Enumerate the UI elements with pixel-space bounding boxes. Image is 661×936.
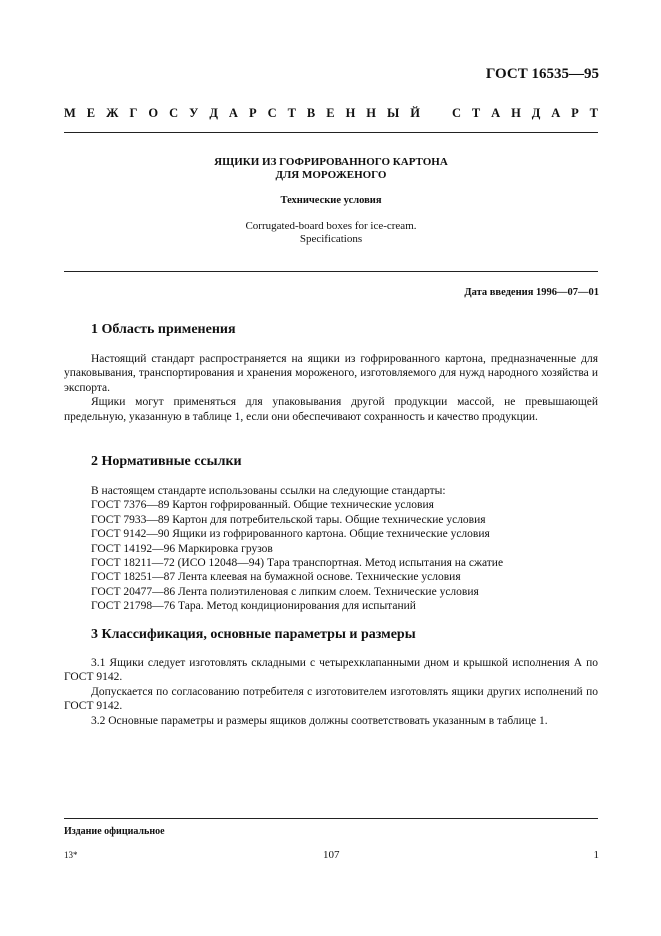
section-1-paragraph-2: Ящики могут применяться для упаковывания другой продукции массой, не превышающей предельную, указанную в таблице 1, если они обеспечивают сохранность и качество продукции. xyxy=(64,396,598,423)
banner-letter: Н xyxy=(366,106,377,120)
banner-letter: Т xyxy=(589,106,598,120)
banner-letter: У xyxy=(189,106,199,120)
banner-letter: Ы xyxy=(387,106,400,120)
banner-letter: Ж xyxy=(106,106,119,120)
section-3-paragraph-3: 3.2 Основные параметры и размеры ящиков должны соответствовать указанным в таблице 1. xyxy=(91,714,548,727)
section-1-body xyxy=(64,352,598,424)
section-1-heading: 1 Область применения xyxy=(91,322,236,337)
interstate-standard-banner xyxy=(64,106,598,121)
official-edition-label: Издание официальное xyxy=(64,826,165,837)
banner-letter: Е xyxy=(326,106,335,120)
section-1-paragraph-1: Настоящий стандарт распространяется на ящики из гофрированного картона, предназначенные для упаковывания, транспортирования и хранения мороженого, изготовляемого для нужд народного хозяйства и экспорта. xyxy=(64,353,598,394)
reference-item: ГОСТ 14192—96 Маркировка грузов xyxy=(91,542,273,555)
banner-letter: Т xyxy=(287,106,296,120)
banner-letter: А xyxy=(491,106,501,120)
banner-letter: Н xyxy=(345,106,356,120)
banner-letter: Д xyxy=(531,106,541,120)
banner-letter: Д xyxy=(209,106,218,120)
banner-letter: В xyxy=(306,106,316,120)
banner-letter: С xyxy=(169,106,179,120)
banner-letter: Й xyxy=(410,106,420,120)
banner-letter: С xyxy=(452,106,462,120)
signature-mark: 13* xyxy=(64,850,78,860)
title-line-1: ЯЩИКИ ИЗ ГОФРИРОВАННОГО КАРТОНА xyxy=(214,156,448,168)
page-number-right: 1 xyxy=(593,849,599,861)
gost-number: ГОСТ 16535—95 xyxy=(485,66,599,82)
banner-letter: Е xyxy=(86,106,96,120)
reference-item: ГОСТ 7376—89 Картон гофрированный. Общие технические условия xyxy=(91,499,434,512)
reference-item: ГОСТ 18251—87 Лента клеевая на бумажной основе. Технические условия xyxy=(91,571,461,584)
introduction-date: Дата введения 1996—07—01 xyxy=(464,287,599,298)
banner-letter: Г xyxy=(129,106,138,120)
reference-item: ГОСТ 18211—72 (ИСО 12048—94) Тара транспортная. Метод испытания на сжатие xyxy=(91,557,504,570)
reference-item: ГОСТ 20477—86 Лента полиэтиленовая с липким слоем. Технические условия xyxy=(91,585,479,598)
title-rule xyxy=(64,271,598,272)
banner-letter: Н xyxy=(511,106,521,120)
section-3-paragraph-1: 3.1 Ящики следует изготовлять складными с четырехклапанными дном и крышкой исполнения А по ГОСТ 9142. xyxy=(64,657,598,684)
references-intro: В настоящем стандарте использованы ссылки на следующие стандарты: xyxy=(91,485,446,497)
english-title xyxy=(64,220,598,246)
banner-word-interstate xyxy=(64,106,420,121)
banner-letter: А xyxy=(551,106,561,120)
reference-item: ГОСТ 21798—76 Тара. Метод кондиционирования для испытаний xyxy=(91,600,416,613)
reference-item: ГОСТ 7933—89 Картон для потребительской тары. Общие технические условия xyxy=(91,513,486,526)
banner-letter: М xyxy=(64,106,76,120)
banner-letter: Р xyxy=(571,106,579,120)
banner-letter: С xyxy=(267,106,277,120)
banner-letter: О xyxy=(148,106,159,120)
document-title xyxy=(64,156,598,182)
title-line-2: ДЛЯ МОРОЖЕНОГО xyxy=(275,169,387,181)
section-3-heading: 3 Классификация, основные параметры и размеры xyxy=(91,627,416,642)
normative-references-list xyxy=(91,484,601,614)
banner-letter: Т xyxy=(471,106,481,120)
page-number: 107 xyxy=(323,849,340,861)
english-title-line-1: Corrugated-board boxes for ice-cream. xyxy=(245,220,417,232)
english-title-line-2: Specifications xyxy=(299,233,363,245)
section-2-heading: 2 Нормативные ссылки xyxy=(91,454,242,469)
document-subtitle: Технические условия xyxy=(280,195,382,206)
section-3-body xyxy=(64,656,598,728)
banner-letter: Р xyxy=(248,106,257,120)
banner-letter: А xyxy=(228,106,238,120)
section-3-paragraph-2: Допускается по согласованию потребителя с изготовителем изготовлять ящики других исполнений по ГОСТ 9142. xyxy=(64,685,598,713)
header-rule xyxy=(64,132,598,133)
footer-rule xyxy=(64,818,598,819)
banner-word-standard xyxy=(452,106,598,121)
reference-item: ГОСТ 9142—90 Ящики из гофрированного картона. Общие технические условия xyxy=(91,528,490,541)
